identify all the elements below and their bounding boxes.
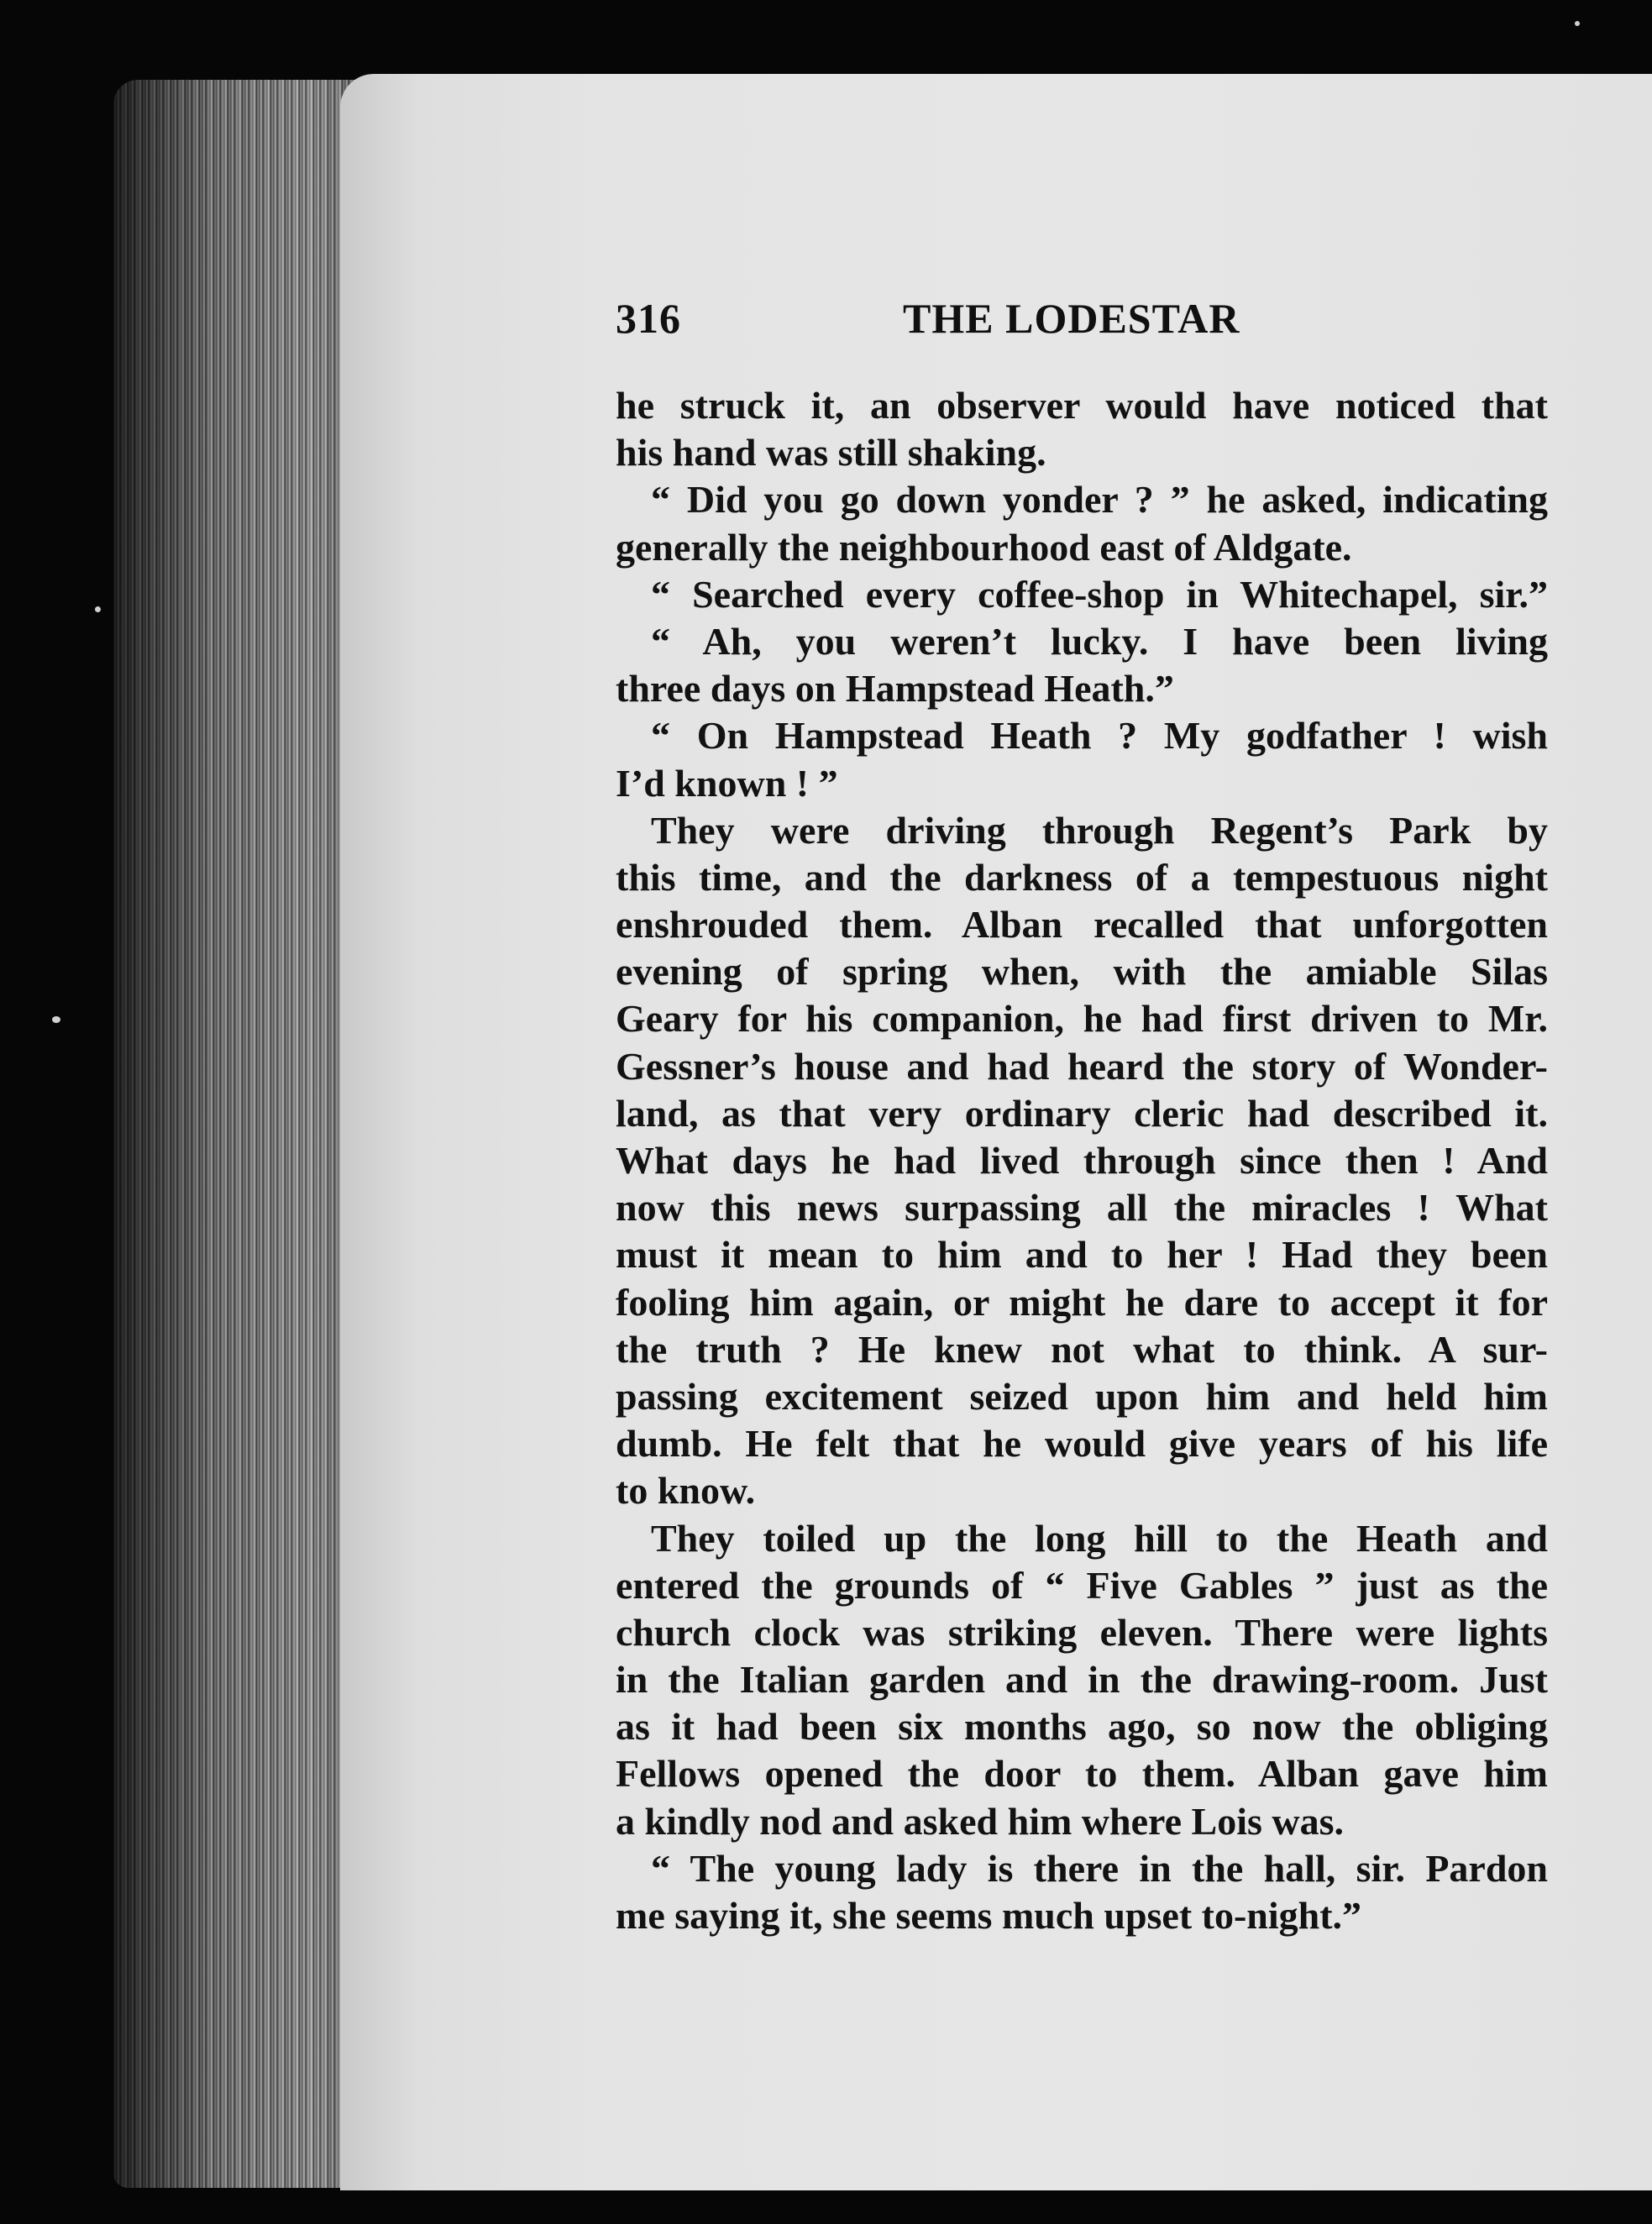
book-page-edges: [113, 80, 365, 2188]
text-line: the truth ? He knew not what to think. A sur-: [616, 1327, 1548, 1371]
text-line: a kindly nod and asked him where Lois was.: [616, 1799, 1345, 1843]
text-line: Gessner’s house and had heard the story of Wonder-: [616, 1044, 1548, 1088]
text-line: three days on Hampstead Heath.”: [616, 667, 1174, 711]
text-line: Fellows opened the door to them. Alban gave him: [616, 1752, 1548, 1796]
text-line: They toiled up the long hill to the Heath and: [651, 1516, 1548, 1560]
text-line: dumb. He felt that he would give years of his life: [616, 1422, 1548, 1466]
text-line: enshrouded them. Alban recalled that unforgotten: [616, 903, 1548, 947]
text-line: now this news surpassing all the miracles ! What: [616, 1186, 1548, 1230]
scan-speck: [52, 1016, 60, 1023]
text-line: must it mean to him and to her ! Had they been: [616, 1233, 1548, 1277]
text-line: as it had been six months ago, so now the obliging: [616, 1705, 1548, 1749]
text-line: his hand was still shaking.: [616, 431, 1046, 475]
text-line: Geary for his companion, he had first driven to Mr.: [616, 997, 1548, 1041]
text-line: to know.: [616, 1469, 756, 1513]
text-line: land, as that very ordinary cleric had described it.: [616, 1091, 1548, 1135]
text-line: he struck it, an observer would have noticed that: [616, 384, 1548, 427]
body-text: [616, 382, 1548, 1939]
running-title: THE LODESTAR: [903, 295, 1240, 342]
text-line: “ The young lady is there in the hall, sir. Pardon: [651, 1846, 1548, 1890]
text-line: They were driving through Regent’s Park by: [651, 808, 1548, 852]
text-line: this time, and the darkness of a tempestuous night: [616, 855, 1548, 899]
text-line: “ Searched every coffee-shop in Whitechapel, sir.”: [651, 572, 1548, 616]
text-line: in the Italian garden and in the drawing-room. Just: [616, 1658, 1548, 1702]
text-line: “ Did you go down yonder ? ” he asked, indicating: [651, 478, 1548, 522]
text-line: What days he had lived through since then ! And: [616, 1139, 1548, 1182]
text-line: “ Ah, you weren’t lucky. I have been living: [651, 619, 1548, 663]
scan-speck: [1575, 21, 1580, 26]
page-number: 316: [616, 295, 681, 342]
scan-speck: [95, 606, 101, 612]
text-line: I’d known ! ”: [616, 761, 838, 805]
text-line: passing excitement seized upon him and held him: [616, 1374, 1548, 1418]
text-line: generally the neighbourhood east of Aldgate.: [616, 525, 1352, 569]
page-header: [616, 294, 1548, 353]
text-line: me saying it, she seems much upset to-night.”: [616, 1894, 1362, 1937]
text-line: church clock was striking eleven. There were lights: [616, 1610, 1548, 1654]
text-line: fooling him again, or might he dare to accept it for: [616, 1280, 1548, 1324]
text-line: entered the grounds of “ Five Gables ” just as the: [616, 1563, 1548, 1607]
text-line: “ On Hampstead Heath ? My godfather ! wish: [651, 714, 1548, 758]
text-line: evening of spring when, with the amiable Silas: [616, 950, 1548, 994]
